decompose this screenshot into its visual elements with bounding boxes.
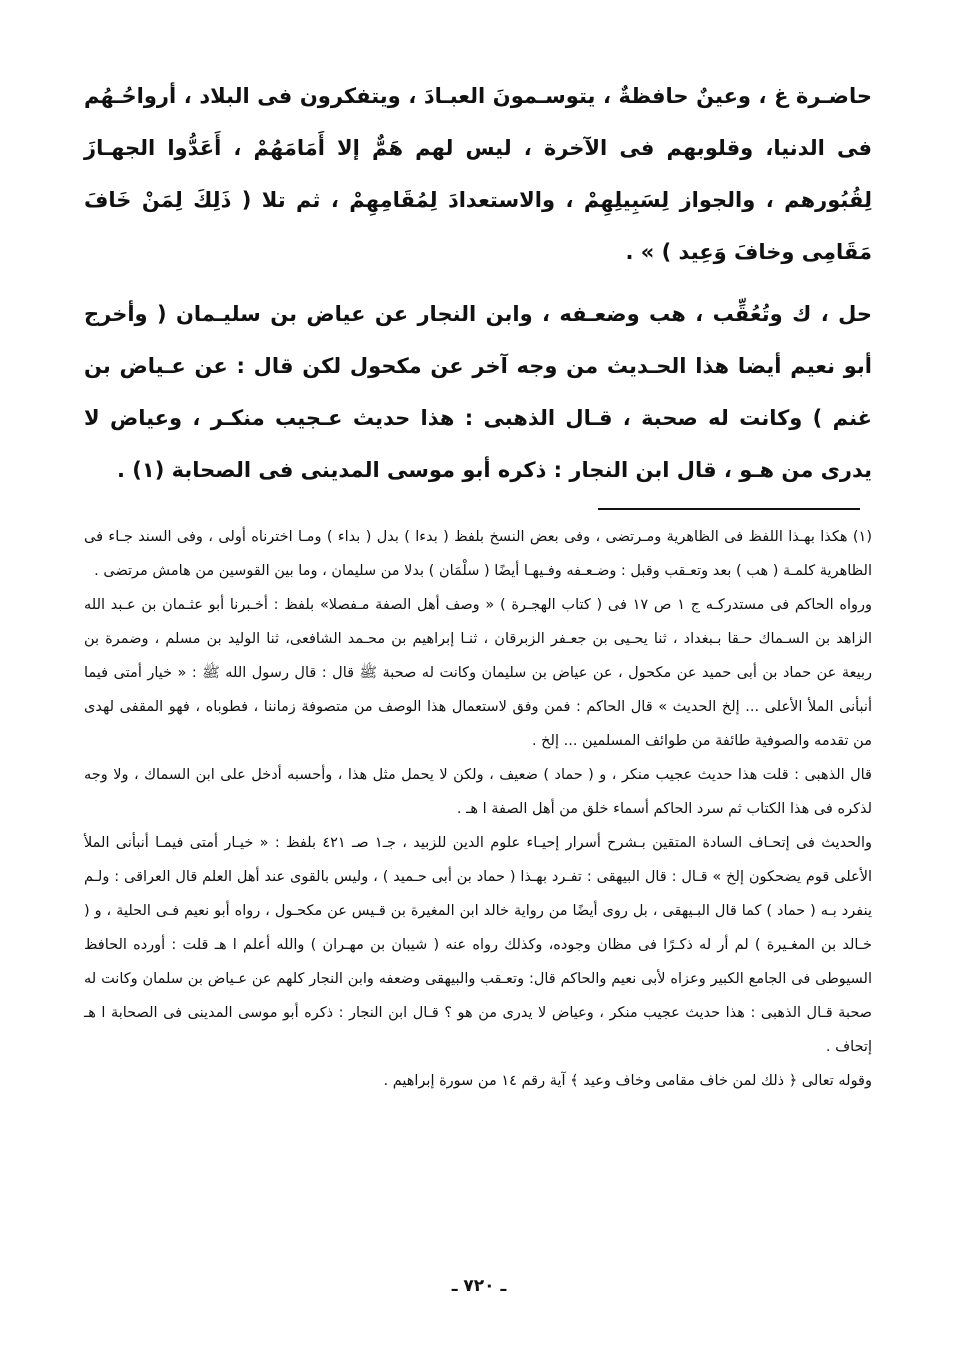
main-text bbox=[84, 70, 872, 496]
footnote-quran-ref: وقوله تعالى ﴿ ذلك لمن خاف مقامى وخاف وعيد ﴾ آية رقم ١٤ من سورة إبراهيم . bbox=[383, 1073, 872, 1089]
footnote-dhahabi: قال الذهبى : قلت هذا حديث عجيب منكر ، و ( حماد ) ضعيف ، ولكن لا يحمل مثل هذا ، وأحسبه أدخل على ابن السماك ، ولا وجه لذكره فى هذا الكتاب ثم سرد الحاكم أسماء خلق من أهل الصفة ا هـ . bbox=[84, 767, 872, 817]
main-paragraph-1: حاضـرة غ ، وعينٌ حافظةٌ ، يتوسـمونَ العبـادَ ، ويتفكرون فى البلاد ، أرواحُـهُم فى الدنيا، وقلوبهم فى الآخرة ، ليس لهم هَمٌّ إلا أَمَامَهُمْ ، أَعَدُّوا الجهـازَ لِقُبُورهم ، والجواز لِسَبِيلِهِمْ ، والاستعدادَ لِمُقَامِهِمْ ، ثم تلا ( ذَلِكَ لِمَنْ خَافَ مَقَامِى وخافَ وَعِيد ) » . bbox=[84, 84, 872, 264]
footnote-1: (١) هكذا بهـذا اللفظ فى الظاهرية ومـرتضى ، وفى بعض النسخ بلفظ ( بدءا ) بدل ( بداء ) ومـا اخترناه أولى ، وفى السند جـاء فى الظاهرية كلمـة ( هب ) بعد وتعـقب وقبل : وضـعـفه وفـيهـا أيضًا ( سلْمَان ) بدلا من سليمان ، وما بين القوسين من هامش مرتضى . bbox=[84, 529, 872, 579]
footnote-hakim: ورواه الحاكم فى مستدركـه ج ١ ص ١٧ فى ( كتاب الهجـرة ) « وصف أهل الصفة مـفصلا» بلفظ : أخـبرنا أبو عثـمان بن عـبد الله الزاهد بن السـماك حـقا بـبغداد ، ثنا يحـيى بن جعـفر الزبرقان ، ثنـا إبراهيم بن محـمد الشافعى، ثنا الوليد بن مسلم ، وضمرة بن ربيعة عن حماد بن أبى حميد عن مكحول ، عن عياض بن سليمان وكانت له صحبة ﷺ قال : قال رسول الله ﷺ : « خيار أمتى فيما أنبأنى الملأ الأعلى ... إلخ الحديث » قال الحاكم : فمن وفق لاستعمال هذا الوصف من متصوفة زماننا ، فطوباه ، فهو المقفى لهدى من تقدمه والصوفية طائفة من طوائف المسلمين ... إلخ . bbox=[84, 597, 873, 749]
footnote-ithaf: والحديث فى إتحـاف السادة المتقين بـشرح أسرار إحيـاء علوم الدين للزبيد ، جـ١ صـ ٤٢١ بلفظ : « خيـار أمتى فيمـا أنبأنى الملأ الأعلى قوم يضحكون إلخ » قـال : قال البيهقى : تفـرد بهـذا ( حماد بن أبى حـميد ) ، وليس بالقوى عند أهل العلم قال العراقى : ولـم ينفرد بـه ( حماد ) كما قال البـيهقى ، بل روى أيضًا من رواية خالد ابن المغيرة بن قـيس عن مكحـول ، رواه أبو نعيم فـى الحلية ، و ( خـالد بن المغـيرة ) لم أر له ذكـرًا فى مظان وجوده، وكذلك رواه عنه ( شيبان بن مهـران ) والله أعلم ا هـ قلت : أورده الحافظ السيوطى فى الجامع الكبير وعزاه لأبى نعيم والحاكم قال: وتعـقب والبيهقى وضعفه وابن النجار كلهم عن عـياض بن سلمان وكانت له صحبة قـال الذهبى : هذا حديث عجيب منكر ، وعياض لا يدرى من هو ؟ قـال ابن النجار : ذكره أبو موسى المدينى فى الصحابة ا هـ إتحاف . bbox=[84, 835, 872, 1055]
footnote-divider bbox=[598, 508, 860, 510]
page-number: ـ ٧٢٠ ـ bbox=[451, 1276, 507, 1296]
footnotes bbox=[84, 520, 872, 1098]
main-paragraph-2: حل ، ك وتُعُقِّب ، هب وضعـفه ، وابن النجار عن عياض بن سليـمان ( وأخرج أبو نعيم أيضا هذا الحـديث من وجه آخر عن مكحول لكن قال : عن عـياض بن غنم ) وكانت له صحبة ، قـال الذهبى : هذا حديث عـجيب منكـر ، وعياض لا يدرى من هـو ، قال ابن النجار : ذكره أبو موسى المدينى فى الصحابة (١) . bbox=[84, 302, 872, 482]
